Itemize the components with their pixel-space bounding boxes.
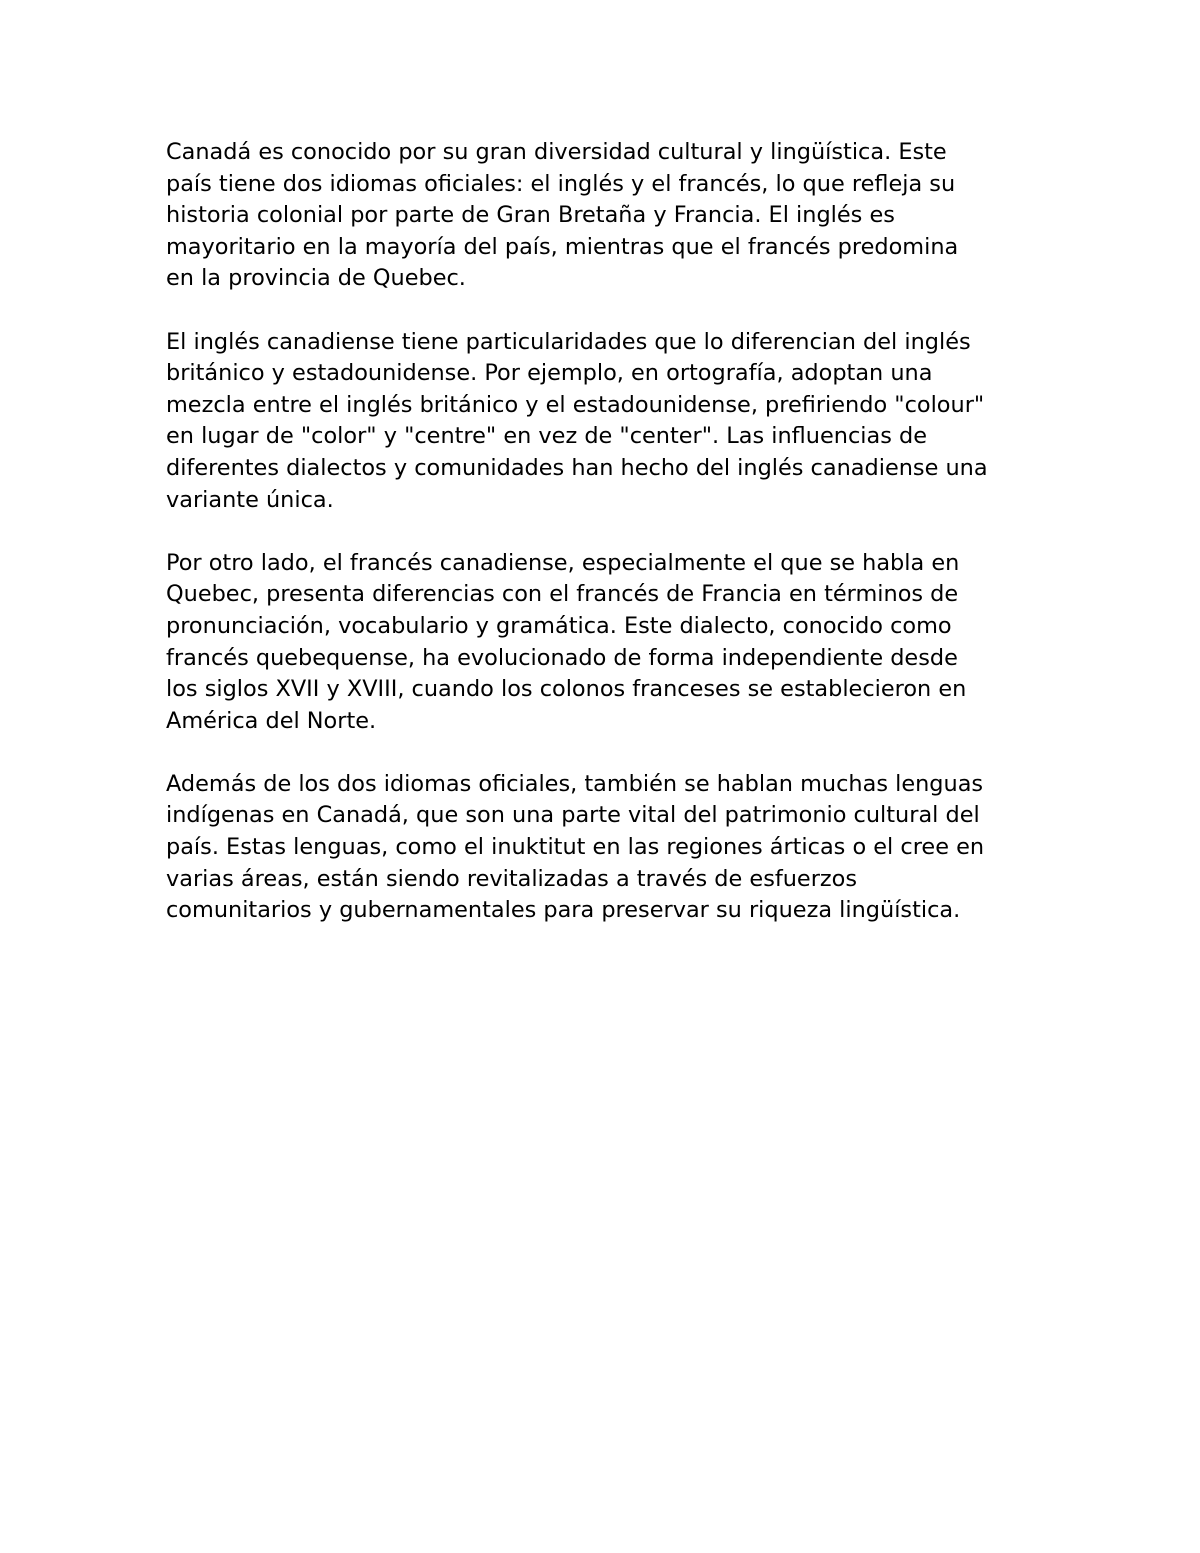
text-line: país tiene dos idiomas oficiales: el inglés y el francés, lo que refleja su: [166, 170, 956, 197]
text-line: francés quebequense, ha evolucionado de forma independiente desde: [166, 644, 958, 671]
text-line: pronunciación, vocabulario y gramática. Este dialecto, conocido como: [166, 612, 952, 639]
text-line: varias áreas, están siendo revitalizadas a través de esfuerzos: [166, 865, 858, 892]
text-line: país. Estas lenguas, como el inuktitut en las regiones árticas o el cree en: [166, 834, 985, 861]
text-line: en la provincia de Quebec.: [166, 265, 466, 292]
text-line: América del Norte.: [166, 707, 377, 734]
text-line: comunitarios y gubernamentales para preservar su riqueza lingüística.: [166, 897, 961, 924]
text-line: Quebec, presenta diferencias con el francés de Francia en términos de: [166, 581, 959, 608]
text-line: los siglos XVII y XVIII, cuando los colonos franceses se establecieron en: [166, 676, 967, 703]
text-line: mayoritario en la mayoría del país, mientras que el francés predomina: [166, 233, 959, 260]
text-line: historia colonial por parte de Gran Bretaña y Francia. El inglés es: [166, 202, 895, 229]
text-line: Canadá es conocido por su gran diversidad cultural y lingüística. Este: [166, 139, 947, 165]
text-line: Además de los dos idiomas oficiales, también se hablan muchas lenguas: [166, 770, 984, 797]
text-line: Por otro lado, el francés canadiense, especialmente el que se habla en: [166, 549, 960, 576]
text-line: indígenas en Canadá, que son una parte vital del patrimonio cultural del: [166, 802, 980, 829]
paragraph-2: [166, 327, 1046, 517]
document-body: [166, 137, 1046, 958]
text-line: británico y estadounidense. Por ejemplo, en ortografía, adoptan una: [166, 360, 933, 387]
text-line: El inglés canadiense tiene particularidades que lo diferencian del inglés: [166, 328, 971, 355]
text-line: mezcla entre el inglés británico y el estadounidense, prefiriendo "colour": [166, 391, 985, 418]
paragraph-1: [166, 137, 1046, 295]
paragraph-3: [166, 548, 1046, 738]
text-line: variante única.: [166, 486, 334, 513]
text-line: en lugar de "color" y "centre" en vez de "center". Las influencias de: [166, 423, 927, 450]
paragraph-4: [166, 769, 1046, 927]
text-line: diferentes dialectos y comunidades han hecho del inglés canadiense una: [166, 454, 988, 481]
